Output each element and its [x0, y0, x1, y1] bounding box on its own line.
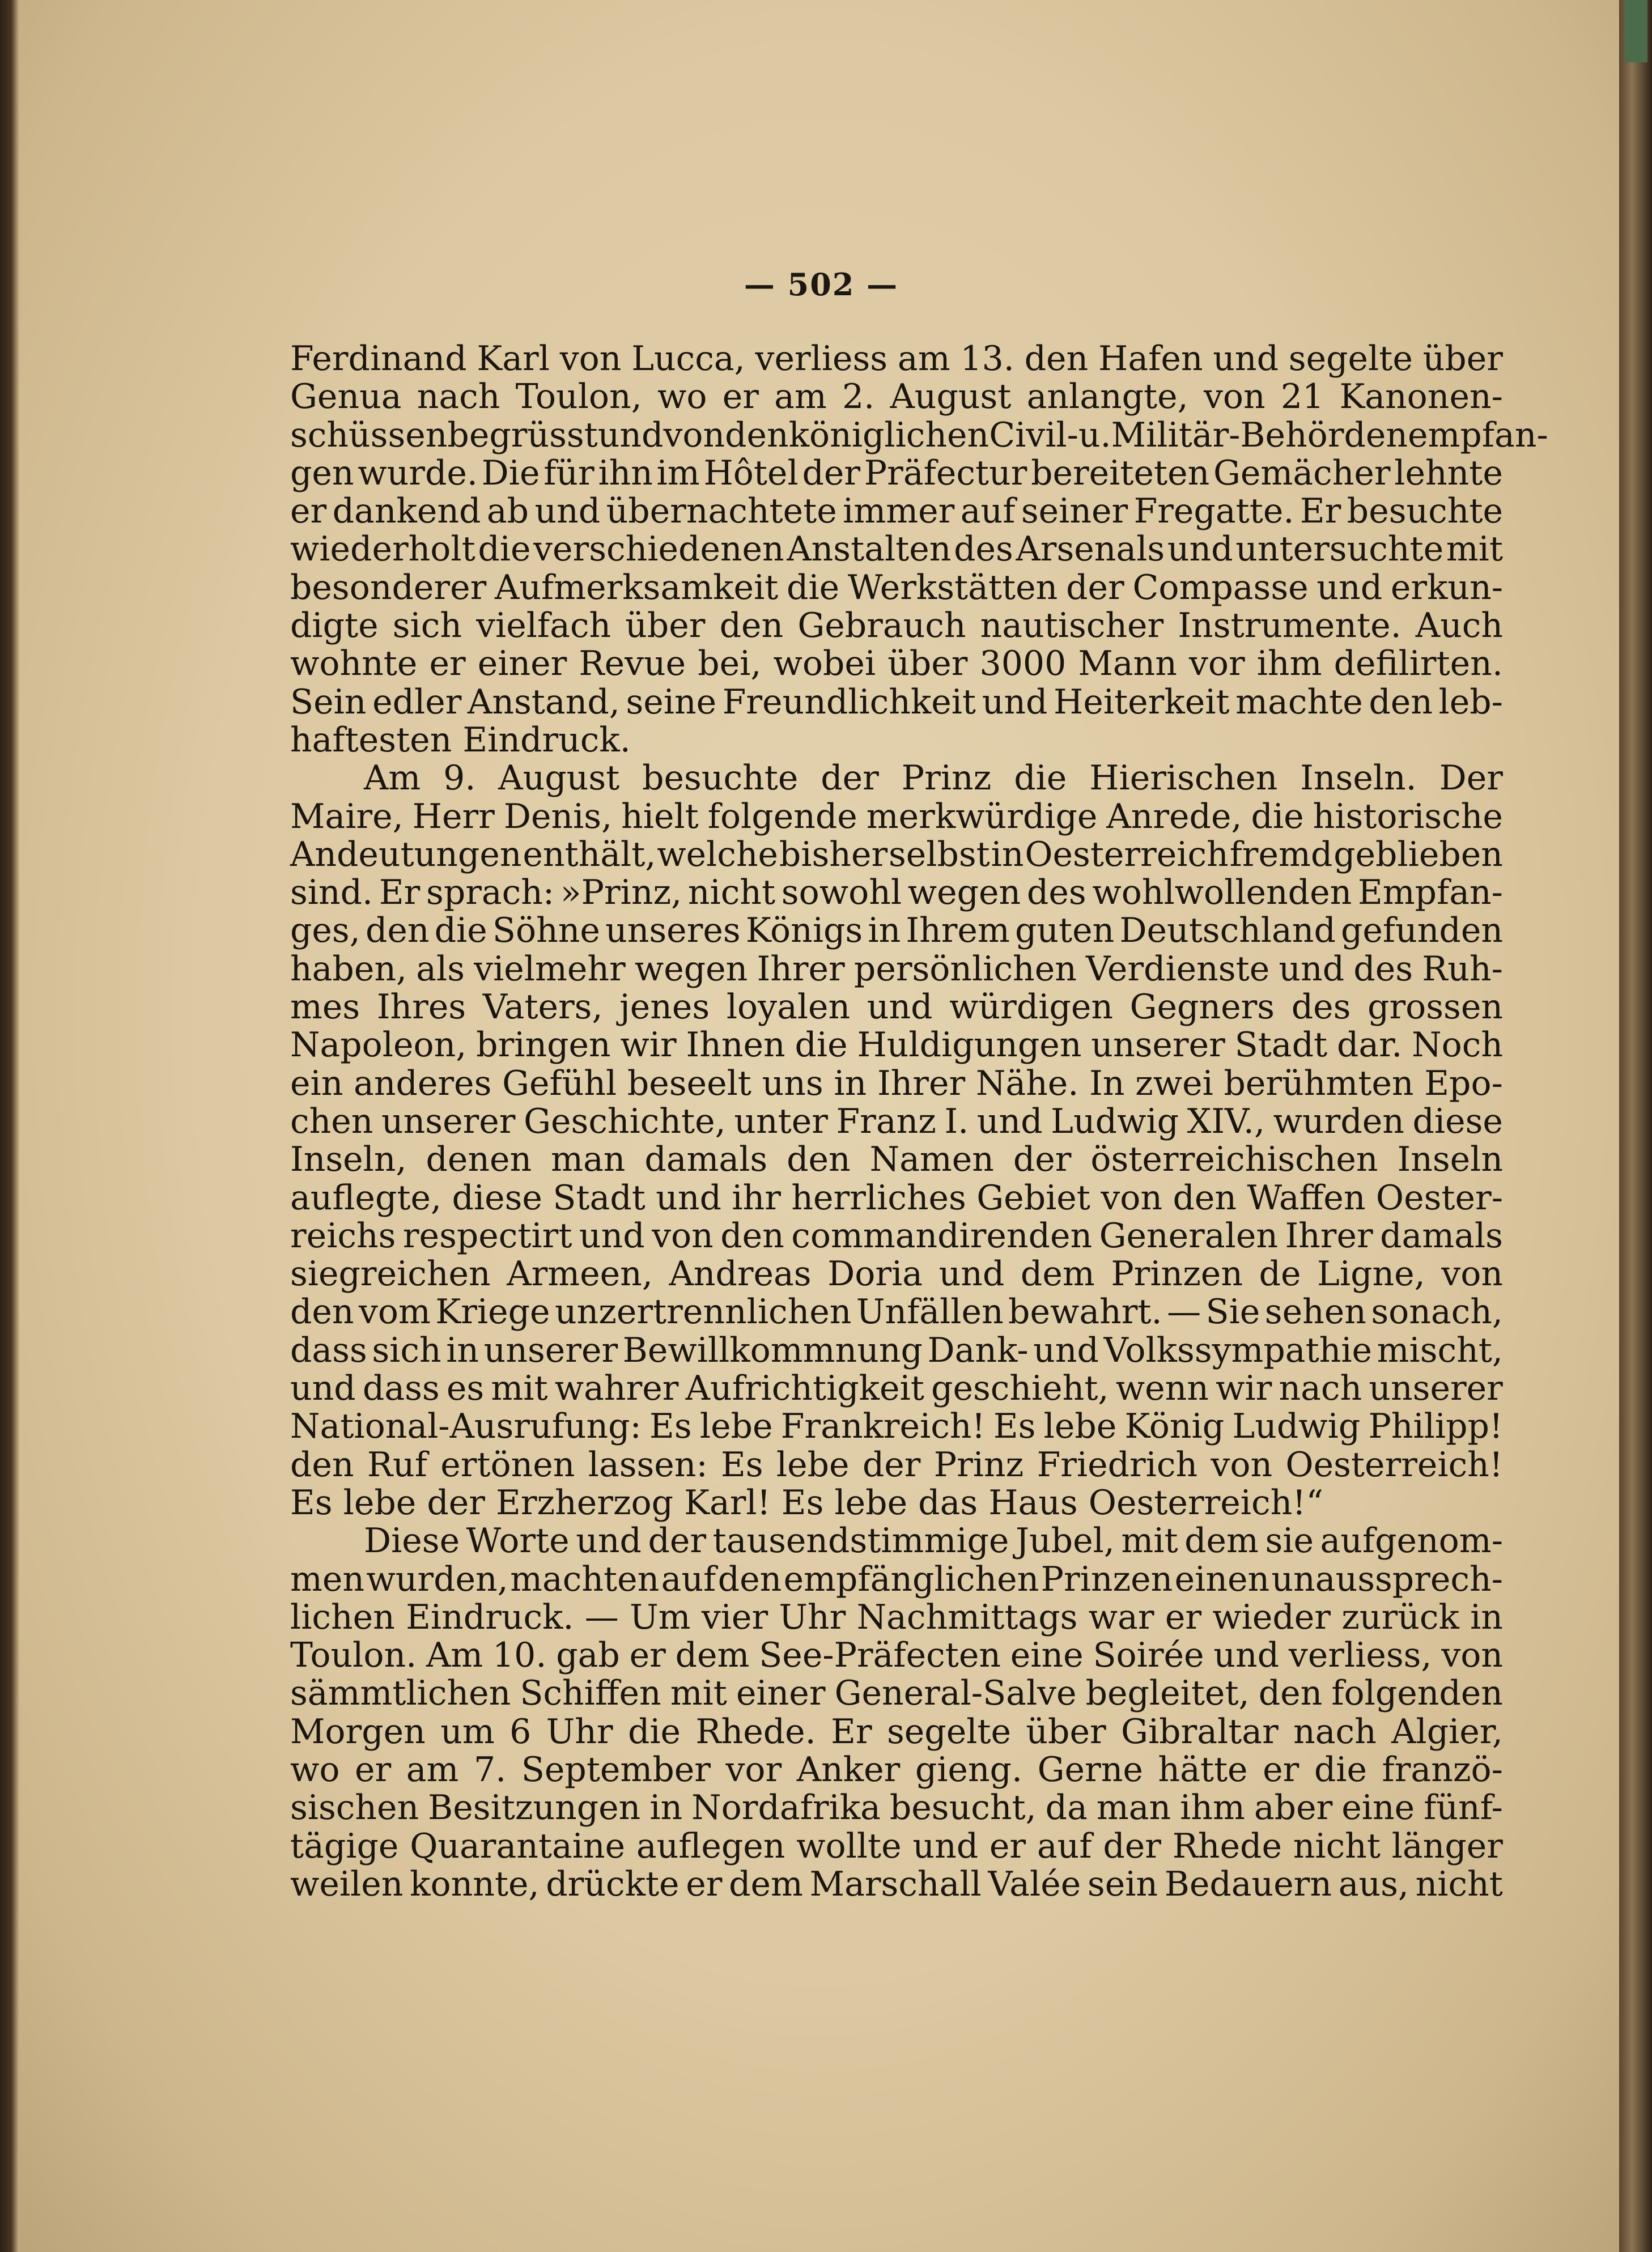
text-line: Morgen um 6 Uhr die Rhede. Er segelte über Gibraltar nach Algier,: [290, 1711, 1503, 1752]
text-line: er dankend ab und übernachtete immer auf seiner Fregatte. Er besuchte: [290, 491, 1503, 532]
body-text: [290, 339, 1548, 1904]
text-line: Inseln, denen man damals den Namen der österreichischen Inseln: [290, 1140, 1503, 1180]
page-number: — 502 —: [744, 266, 899, 303]
text-line: lichen Eindruck. — Um vier Uhr Nachmittags war er wieder zurück in: [290, 1597, 1503, 1637]
text-line: wo er am 7. September vor Anker gieng. Gerne hätte er die franzö-: [290, 1749, 1503, 1790]
text-line: haben, als vielmehr wegen Ihrer persönlichen Verdienste und des Ruh-: [290, 949, 1503, 989]
text-line: Napoleon, bringen wir Ihnen die Huldigungen unserer Stadt dar. Noch: [290, 1025, 1503, 1065]
text-line: weilen konnte, drückte er dem Marschall Valée sein Bedauern aus, nicht: [290, 1864, 1503, 1904]
text-line: National-Ausrufung: Es lebe Frankreich! Es lebe König Ludwig Philipp!: [290, 1407, 1503, 1447]
text-line: sischen Besitzungen in Nordafrika besucht, da man ihm aber eine fünf-: [290, 1788, 1503, 1828]
text-line: Genua nach Toulon, wo er am 2. August anlangte, von 21 Kanonen-: [290, 377, 1503, 417]
text-line: chen unserer Geschichte, unter Franz I. und Ludwig XIV., wurden diese: [290, 1101, 1503, 1141]
text-line: Toulon. Am 10. gab er dem See-Präfecten eine Soirée und verliess, von: [290, 1635, 1503, 1676]
text-line: Ferdinand Karl von Lucca, verliess am 13. den Hafen und segelte über: [290, 339, 1503, 379]
text-line: gen wurde. Die für ihn im Hôtel der Präfectur bereiteten Gemächer lehnte: [290, 453, 1503, 493]
text-line: den vom Kriege unzertrennlichen Unfällen bewahrt. — Sie sehen sonach,: [290, 1292, 1503, 1332]
text-line: sämmtlichen Schiffen mit einer General-Salve begleitet, den folgenden: [290, 1673, 1503, 1714]
text-line: reichs respectirt und von den commandirenden Generalen Ihrer damals: [290, 1216, 1503, 1256]
text-line: Andeutungen enthält, welche bisher selbst in Oesterreich fremd geblieben: [290, 834, 1503, 874]
text-line: besonderer Aufmerksamkeit die Werkstätten der Compasse und erkun-: [290, 567, 1503, 607]
text-line: Diese Worte und der tausendstimmige Jubel, mit dem sie aufgenom-: [364, 1521, 1503, 1561]
book-tab: [1625, 0, 1647, 62]
text-line: Maire, Herr Denis, hielt folgende merkwürdige Anrede, die historische: [290, 796, 1503, 836]
text-line: wiederholt die verschiedenen Anstalten des Arsenals und untersuchte mit: [290, 529, 1503, 570]
book-binding-edge: [1619, 0, 1652, 2252]
text-line: den Ruf ertönen lassen: Es lebe der Prinz Friedrich von Oesterreich!: [290, 1444, 1503, 1485]
text-line: tägige Quarantaine auflegen wollte und er auf der Rhede nicht länger: [290, 1826, 1503, 1866]
text-line: und dass es mit wahrer Aufrichtigkeit geschieht, wenn wir nach unserer: [290, 1369, 1503, 1409]
paper-sheet: [19, 0, 1623, 2252]
text-line: mes Ihres Vaters, jenes loyalen und würdigen Gegners des grossen: [290, 987, 1503, 1027]
text-line: haftesten Eindruck.: [290, 720, 631, 760]
text-line: men wurden, machten auf den empfänglichen Prinzen einen unaussprech-: [290, 1559, 1503, 1599]
text-line: ges, den die Söhne unseres Königs in Ihrem guten Deutschland gefunden: [290, 911, 1503, 951]
text-line: Sein edler Anstand, seine Freundlichkeit und Heiterkeit machte den leb-: [290, 682, 1503, 722]
text-line: digte sich vielfach über den Gebrauch nautischer Instrumente. Auch: [290, 606, 1503, 646]
text-line: auflegte, diese Stadt und ihr herrliches Gebiet von den Waffen Oester-: [290, 1178, 1503, 1218]
text-line: ein anderes Gefühl beseelt uns in Ihrer Nähe. In zwei berühmten Epo-: [290, 1063, 1503, 1103]
text-line: schüssen begrüsst und von den königlichen Civil- u. Militär-Behörden empfan-: [290, 415, 1548, 455]
text-line: wohnte er einer Revue bei, wobei über 3000 Mann vor ihm defilirten.: [290, 644, 1503, 684]
text-line: Es lebe der Erzherzog Karl! Es lebe das Haus Oesterreich!“: [290, 1482, 1323, 1523]
text-line: sind. Er sprach: »Prinz, nicht sowohl wegen des wohlwollenden Empfan-: [290, 873, 1503, 913]
text-line: siegreichen Armeen, Andreas Doria und dem Prinzen de Ligne, von: [290, 1254, 1503, 1294]
text-line: Am 9. August besuchte der Prinz die Hierischen Inseln. Der: [364, 758, 1503, 798]
text-line: dass sich in unserer Bewillkommnung Dank- und Volkssympathie mischt,: [290, 1330, 1503, 1370]
